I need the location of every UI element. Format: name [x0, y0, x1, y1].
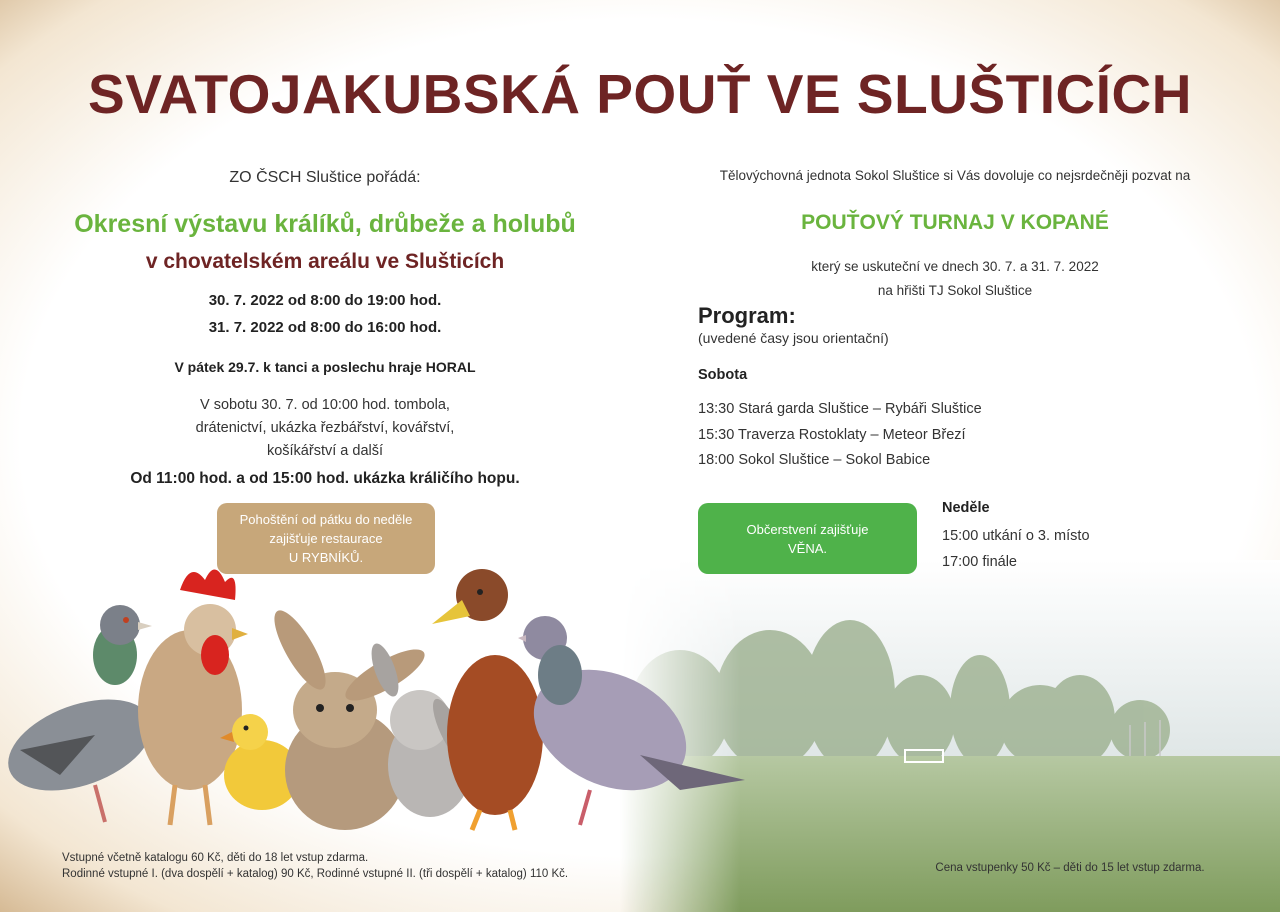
- saturday-line: košíkářství a další: [266, 443, 384, 459]
- exhibition-headline: Okresní výstavu králíků, drůbeže a holubů: [74, 210, 576, 238]
- tournament-intro: Tělovýchovná jednota Sokol Sluštice si Vás dovoluje co nejsrdečněji pozvat na: [719, 168, 1191, 183]
- refreshment-line: zajišťuje restaurace: [269, 531, 383, 546]
- poster-title: SVATOJAKUBSKÁ POUŤ VE SLUŠTICÍCH: [88, 63, 1192, 125]
- saturday-line: V sobotu 30. 7. od 10:00 hod. tombola,: [200, 397, 450, 413]
- friday-music: V pátek 29.7. k tanci a poslechu hraje HORAL: [174, 359, 476, 375]
- refreshment-line: Pohoštění od pátku do neděle: [239, 512, 413, 527]
- sunday-title: Neděle: [942, 500, 990, 516]
- match-item: 13:30 Stará garda Sluštice – Rybáři Sluštice: [698, 401, 982, 417]
- saturday-matches: [698, 397, 982, 474]
- when-line: na hřišti TJ Sokol Sluštice: [877, 283, 1033, 298]
- match-item: 17:00 finále: [942, 554, 1017, 570]
- entry-price-line: Rodinné vstupné I. (dva dospělí + katalog) 90 Kč, Rodinné vstupné II. (tři dospělí + katalog) 110 Kč.: [62, 868, 569, 880]
- entry-price-line: Vstupné včetně katalogu 60 Kč, děti do 18 let vstup zdarma.: [62, 852, 369, 864]
- animals-image: [0, 560, 760, 850]
- match-item: 15:00 utkání o 3. místo: [942, 528, 1090, 544]
- tournament-headline: POUŤOVÝ TURNAJ V KOPANÉ: [801, 211, 1109, 234]
- saturday-program: [130, 394, 520, 463]
- refreshment-line: Občerstvení zajišťuje: [746, 521, 869, 537]
- match-item: 15:30 Traverza Rostoklaty – Meteor Březí: [698, 426, 966, 443]
- program-title: Program:: [698, 303, 796, 328]
- pigeon-right: [514, 616, 745, 825]
- right-footer: Cena vstupenky 50 Kč – děti do 15 let vstup zdarma.: [935, 862, 1205, 874]
- saturday-line: drátenictví, ukázka řezbářství, kovářství,: [195, 420, 455, 436]
- left-footer: [62, 850, 622, 882]
- exhibition-date-1: 30. 7. 2022 od 8:00 do 19:00 hod.: [208, 292, 442, 309]
- match-item: 18:00 Sokol Sluštice – Sokol Babice: [698, 452, 931, 468]
- exhibition-date-2: 31. 7. 2022 od 8:00 do 16:00 hod.: [208, 319, 442, 336]
- when-line: který se uskuteční ve dnech 30. 7. a 31. 7. 2022: [811, 259, 1099, 274]
- sunday-matches: [942, 523, 1090, 575]
- rabbit-hop: Od 11:00 hod. a od 15:00 hod. ukázka králičího hopu.: [130, 470, 520, 487]
- saturday-title: Sobota: [698, 367, 748, 383]
- program-note: (uvedené časy jsou orientační): [698, 330, 889, 346]
- exhibition-intro: ZO ČSCH Sluštice pořádá:: [229, 169, 421, 186]
- refreshment-line: U RYBNÍKŮ.: [288, 550, 364, 565]
- exhibition-location: v chovatelském areálu ve Slušticích: [145, 250, 505, 273]
- refreshment-box-right: [698, 503, 917, 574]
- tournament-when: [700, 255, 1210, 303]
- refreshment-line: VĚNA.: [787, 540, 827, 556]
